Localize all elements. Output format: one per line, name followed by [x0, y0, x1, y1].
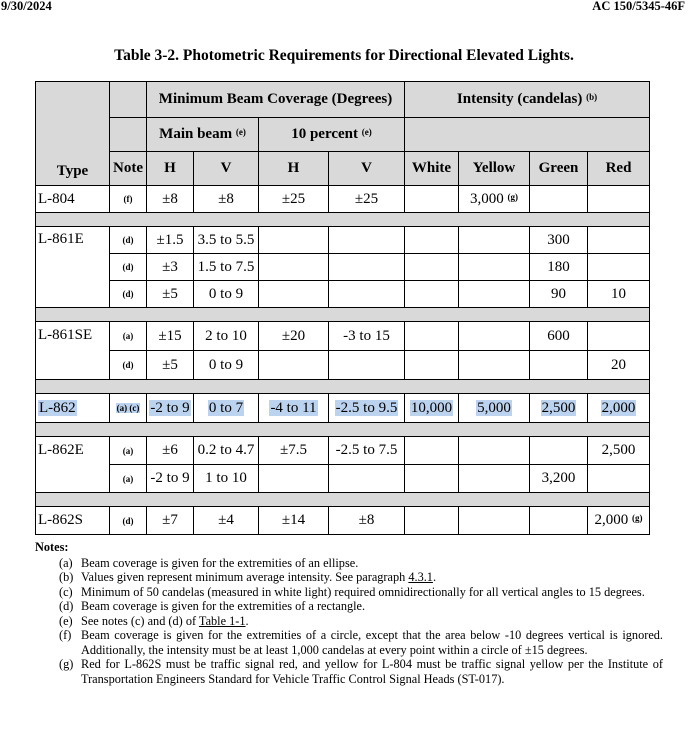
note-d: (d) Beam coverage is given for the extremities of a rectangle. — [59, 599, 366, 613]
document-id: AC 150/5345-46F — [592, 0, 685, 13]
header-h: H — [147, 152, 194, 186]
header-green: Green — [530, 152, 588, 186]
header-min-beam: Minimum Beam Coverage (Degrees) — [147, 82, 405, 118]
note-f: (f) Beam coverage is given for the extremities of a circle, except that the area below -10 degrees vertical is ignored. Additionally, the intensity must be at least 1,000 candelas at every point within a circle of ±15 degrees. — [59, 628, 663, 657]
header-v-ten: V — [329, 152, 405, 186]
note-e: (e) See notes (c) and (d) of Table 1-1. — [59, 613, 249, 628]
header-ten-percent: 10 percent $^{(e)}$ — [259, 118, 405, 152]
separator-row — [36, 380, 650, 394]
header-yellow: Yellow — [459, 152, 530, 186]
separator-row — [36, 493, 650, 507]
header-v: V — [194, 152, 259, 186]
table-row: L-861E (d) ±1.5 3.5 to 5.5 300 — [36, 227, 650, 254]
notes-heading: Notes: — [35, 540, 69, 554]
photometric-table — [35, 81, 650, 535]
header-row-groups — [36, 82, 650, 118]
table-row: (d) ±5 0 to 9 90 10 — [36, 281, 650, 308]
header-type: Type — [36, 82, 110, 186]
page-date: 9/30/2024 — [1, 0, 52, 13]
header-row-sub — [36, 118, 650, 152]
table-link[interactable]: Table 1-1 — [198, 613, 246, 628]
table-row: L-862S (d) ±7 ±4 ±14 ±8 2,000 $^{(g)}$ — [36, 507, 650, 535]
table-notes — [35, 540, 663, 686]
header-white: White — [405, 152, 459, 186]
table-row: L-804 (f) ±8 ±8 ±25 ±25 3,000 $^{(g)}$ — [36, 186, 650, 213]
note-c: (c) Minimum of 50 candelas (measured in white light) required omnidirectionally for all vertical angles to 15 degrees. — [59, 584, 645, 599]
note-a: (a) Beam coverage is given for the extremities of an ellipse. — [59, 555, 359, 570]
header-h-ten: H — [259, 152, 329, 186]
table-row-highlighted: L-862 (a) (c) -2 to 9 0 to 7 -4 to 11 -2.5 to 9.5 10,000 5,000 2,500 2,000 — [36, 394, 650, 423]
note-b: (b) Values given represent minimum average intensity. See paragraph 4.3.1. — [59, 570, 437, 584]
table-row: L-861SE (a) ±15 2 to 10 ±20 -3 to 15 600 — [36, 322, 650, 351]
header-note: Note — [110, 152, 147, 186]
note-g: (g) Red for L-862S must be traffic signal red, and yellow for L-804 must be traffic signal yellow per the Institute of Transportation Engineers Standard for Vehicle Traffic Control Signal Heads (ST-017). — [59, 657, 663, 686]
table-title: Table 3-2. Photometric Requirements for Directional Elevated Lights. — [114, 47, 574, 64]
header-main-beam: Main beam $^{(e)}$ — [147, 118, 259, 152]
separator-row — [36, 423, 650, 437]
separator-row — [36, 308, 650, 322]
separator-row — [36, 213, 650, 227]
table-row: (a) -2 to 9 1 to 10 3,200 — [36, 465, 650, 493]
table-row: (d) ±3 1.5 to 7.5 180 — [36, 254, 650, 281]
header-red: Red — [588, 152, 650, 186]
table-row: (d) ±5 0 to 9 20 — [36, 351, 650, 380]
header-row-columns — [36, 152, 650, 186]
table-row: L-862E (a) ±6 0.2 to 4.7 ±7.5 -2.5 to 7.5 2,500 — [36, 437, 650, 465]
header-intensity: Intensity (candelas) $^{(b)}$ — [405, 82, 650, 118]
paragraph-link[interactable]: 4.3.1 — [408, 570, 433, 584]
